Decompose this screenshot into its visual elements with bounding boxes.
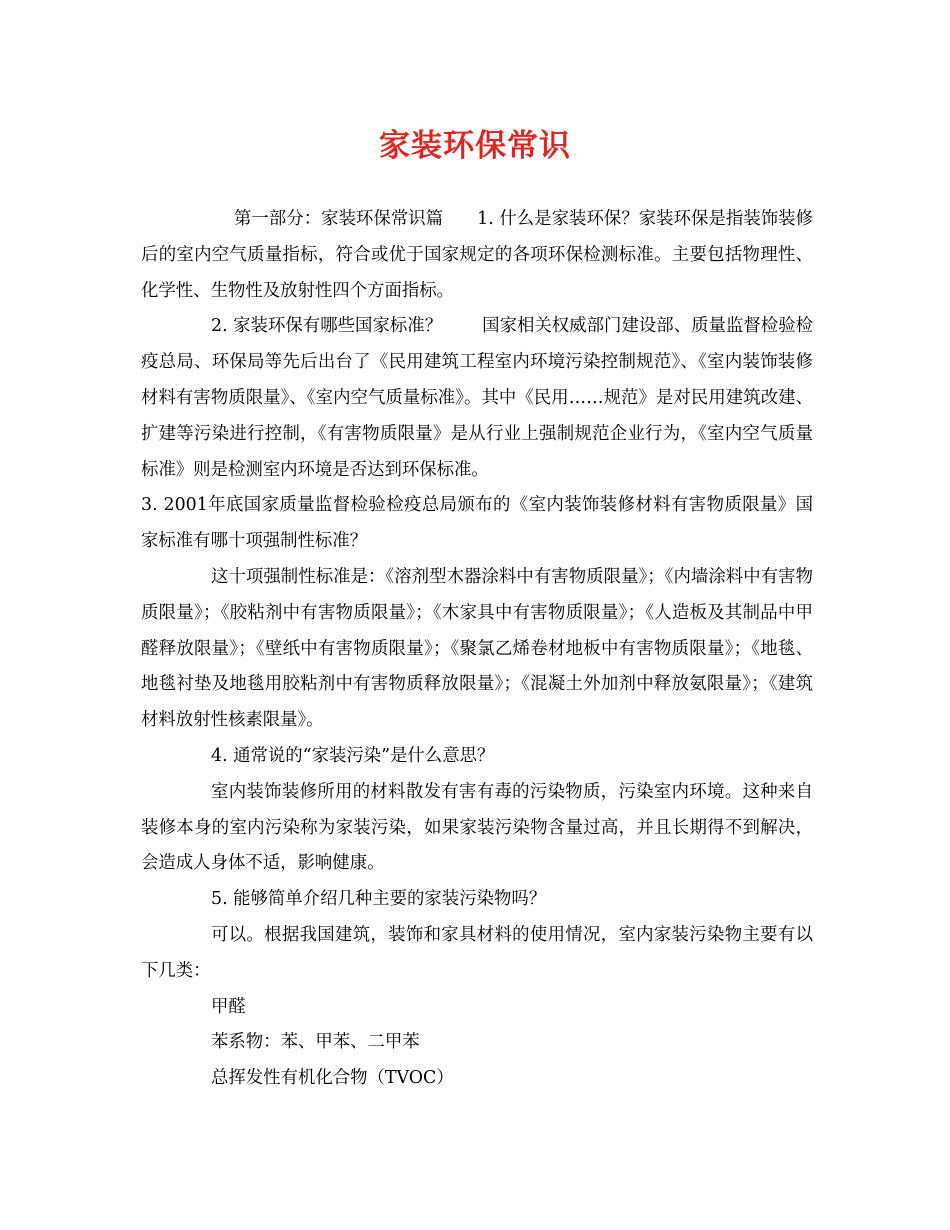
list-item-benzene: 苯系物：苯、甲苯、二甲苯	[211, 1032, 420, 1053]
paragraph-question-3: 3. 2001年底国家质量监督检验检疫总局颁布的《室内装饰装修材料有害物质限量》国家标准有哪十项强制性标准？	[141, 495, 813, 552]
paragraph-question-5: 5. 能够简单介绍几种主要的家装污染物吗？	[211, 889, 547, 910]
paragraph-question-4: 4. 通常说的“家装污染”是什么意思？	[211, 745, 495, 766]
paragraph-answer-5: 可以。根据我国建筑，装饰和家具材料的使用情况，室内家装污染物主要有以下几类：	[141, 924, 813, 981]
question-1: 1. 什么是家装环保？家装环保是指装饰装修后的室内空气质量指标，符合或优于国家规定的各项环保检测标准。主要包括物理性、化学性、生物性及放射性四个方面指标。	[141, 209, 813, 301]
paragraph-intro	[141, 202, 813, 309]
answer-2: 国家相关权威部门建设部、质量监督检验检疫总局、环保局等先后出台了《民用建筑工程室内环境污染控制规范》、《室内装饰装修材料有害物质限量》、《室内空气质量标准》。其中《民用……规范》是对民用建筑改建、扩建等污染进行控制，《有害物质限量》是从行业上强制规范企业行为，《室内空气质量标准》则是检测室内环境是否达到环保标准。	[141, 316, 813, 480]
document-body	[141, 202, 813, 1097]
list-item-formaldehyde: 甲醛	[211, 996, 246, 1017]
paragraph-answer-4: 室内装饰装修所用的材料散发有害有毒的污染物质，污染室内环境。这种来自装修本身的室内污染称为家装污染，如果家装污染物含量过高，并且长期得不到解决，会造成人身体不适，影响健康。	[141, 781, 813, 874]
section-heading: 第一部分：家装环保常识篇	[234, 209, 444, 229]
document-title: 家装环保常识	[379, 128, 571, 164]
paragraph-answer-3: 这十项强制性标准是：《溶剂型木器涂料中有害物质限量》；《内墙涂料中有害物质限量》；《胶粘剂中有害物质限量》；《木家具中有害物质限量》；《人造板及其制品中甲醛释放限量》；《壁纸中有害物质限量》；《聚氯乙烯卷材地板中有害物质限量》；《地毯、地毯衬垫及地毯用胶粘剂中有害物质释放限量》；《混凝土外加剂中释放氨限量》；《建筑材料放射性核素限量》。	[141, 566, 813, 731]
question-2: 2. 家装环保有哪些国家标准？	[211, 316, 443, 337]
paragraph-question-2	[141, 309, 813, 488]
list-item-tvoc: 总挥发性有机化合物（TVOC）	[211, 1068, 454, 1089]
